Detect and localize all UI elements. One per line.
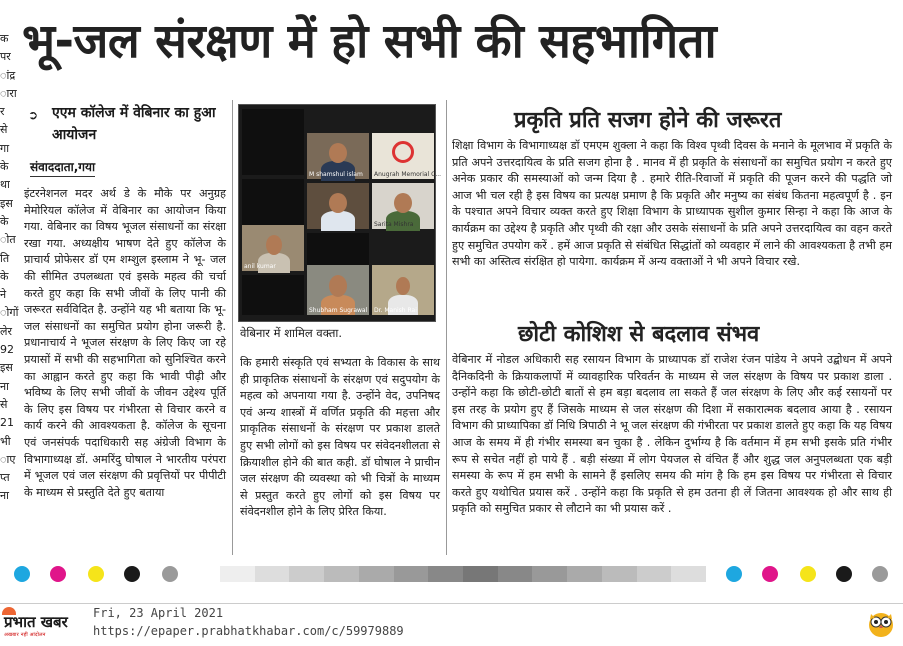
clipped-text-fragment: पर — [0, 50, 11, 64]
clipped-text-fragment: ोत — [0, 233, 16, 247]
greyscale-segment — [359, 566, 394, 582]
photo-tile — [372, 183, 434, 229]
photo-tile-empty — [242, 275, 304, 315]
arrow-bullet-icon: ➲ — [28, 108, 39, 122]
clipped-text-fragment: इस — [0, 361, 13, 375]
clipped-text-fragment: इस — [0, 196, 13, 210]
greyscale-segment — [498, 566, 533, 582]
clipped-text-fragment: क — [0, 32, 9, 45]
clipped-text-fragment: के — [0, 214, 9, 228]
magenta-registration-dot — [762, 566, 778, 582]
owl-mascot-icon — [866, 608, 896, 638]
cyan-registration-dot — [726, 566, 742, 582]
participant-name: Anugrah Memorial C... — [374, 171, 442, 178]
photo-tile — [372, 265, 434, 315]
clipped-text-fragment: लेर — [0, 324, 12, 338]
grey-registration-dot — [872, 566, 888, 582]
clipped-text-fragment: 92 — [0, 343, 14, 357]
greyscale-segment — [463, 566, 498, 582]
photo-tile-empty — [242, 179, 304, 229]
greyscale-segment — [567, 566, 602, 582]
greyscale-segment — [289, 566, 324, 582]
photo-tile-empty — [242, 109, 304, 175]
participant-name: Shubham Sugrawal — [309, 307, 368, 314]
column-divider — [232, 100, 233, 555]
column-divider — [446, 100, 447, 555]
greyscale-segment — [532, 566, 567, 582]
article-column-3b: वेबिनार में नोडल अधिकारी सह रसायन विभाग के प्राध्यापक डॉ राजेश रंजन पांडेय ने अपने उद्बोधन में अपने दैनिकदिनी के क्रियाकलापों में व्यावहारिक परिवर्तन के माध्यम से जल संरक्षण के विषय पर प्रकाश डाला . उन्होंने कहा कि छोटी-छोटी बातों से हम बड़ा बदलाव ला सकते हैं जल संरक्षण के लिए और कई रसायनों पर इस तरह के प्रयोग हुए हैं जिसके माध्यम से जल संरक्षण की दिशा में सकारात्मक बदलाव आया है . रसायन विभाग की प्राध्यापिका डॉ निधि त्रिपाठी ने भू जल संरक्षण की गंभीरता पर प्रकाश डालते हुए कहा कि यह विषय आज के समय में ही गंभीर समस्या बन चुका है . लेकिन दुर्भाग्य है कि वर्तमान में हम सभी इसके प्रति गंभीर रूप से सचेत नहीं हो पाये हैं . बड़ी संख्या में लोग पेयजल से वंचित हैं और शुद्ध जल अनुपलब्धता एक बड़ी समस्या के रूप में हम सभी के सामने हैं इसलिए समय की मांग है कि हम इस विषय पर गंभीरता से विचार करते हुए यथोचित प्रयास करें . उन्होंने कहा कि प्रकृति से हम उतना ही लें जितना आवश्यक हो और साथ ही प्रकृति को समुचित प्रकार से लौटाने का भी प्रयास करें . — [452, 353, 892, 516]
clipped-text-fragment: 21 — [0, 416, 14, 430]
black-registration-dot — [836, 566, 852, 582]
yellow-registration-dot — [88, 566, 104, 582]
article-column-1: इंटरनेशनल मदर अर्थ डे के मौके पर अनुग्रह मेमोरियल कॉलेज में वेबिनार का आयोजन किया गया. वेबिनार का विषय भूजल संसाधनों का संरक्षा रखा गया. अध्यक्षीय भाषण देते हुए कॉलेज के प्राचार्य प्रोफेसर डॉ एम शम्शुल इस्लाम ने भू- जल की सीमित उपलब्धता एवं इसके महत्व की चर्चा करते हुए कहा कि सभी जीवों के लिए पानी की जरूरत सर्वविदित है. उन्होंने यह भी बताया कि भू-जल संसाधनों का समुचित प्रयोग होना जरूरी है. प्रधानाचार्य ने भूजल संरक्षण के लिए किए जा रहे प्रयासों में सभी की सहभागिता को सुनिश्चित करने का आह्वान करते हुए कहा कि भावी पीढ़ी और भविष्य के लिए सभी जीवों के जीवन उद्देश्य पूर्ति के लिए इस विषय पर गंभीरता से विचार करने व कार्य करने की आवश्यकता है. कॉलेज के सूचना एवं जनसंपर्क पदाधिकारी सह अंग्रेजी विभाग के विभागाध्यक्ष डॉ. अमरिंदु घोषाल ने भारतीय परंपरा में भूजल एवं जल संरक्षण की प्रवृत्तियों पर पीपीटी के माध्यम से प्रस्तुति देते हुए बताया — [24, 187, 226, 499]
black-registration-dot — [124, 566, 140, 582]
clipped-text-fragment: ना — [0, 489, 9, 503]
clipped-text-fragment: से — [0, 123, 8, 137]
footer-divider — [0, 603, 903, 604]
clipped-text-fragment: ति — [0, 251, 10, 265]
yellow-registration-dot — [800, 566, 816, 582]
clipped-text-fragment: ना — [0, 379, 9, 393]
logo-text: प्रभात खबर — [4, 613, 68, 631]
greyscale-segment — [671, 566, 706, 582]
clipped-text-fragment: था — [0, 178, 10, 192]
logo-tagline: अखबार नहीं आंदोलन — [4, 632, 46, 638]
clipped-text-fragment: प्त — [0, 471, 10, 485]
clipped-text-fragment: ांद्र — [0, 68, 16, 82]
greyscale-segment — [602, 566, 637, 582]
publication-logo[interactable] — [4, 612, 68, 638]
edition-date: Fri, 23 April 2021 — [93, 606, 224, 620]
greyscale-segment — [637, 566, 672, 582]
photo-tile — [372, 133, 442, 179]
clipped-text-fragment: से — [0, 397, 8, 411]
bullet-heading-text: एएम कॉलेज में वेबिनार का हुआ आयोजन — [52, 105, 216, 143]
clipped-text-fragment: भी — [0, 434, 11, 448]
adjacent-column-fragment — [0, 30, 19, 585]
grey-registration-dot — [162, 566, 178, 582]
photo-tile — [307, 183, 369, 229]
participant-name: Dr. Manish Rai — [374, 307, 417, 314]
webinar-photo — [238, 104, 442, 322]
photo-tile — [307, 265, 369, 315]
clipped-text-fragment: ोगों — [0, 306, 19, 320]
clipped-text-fragment: ने — [0, 288, 7, 302]
greyscale-segment — [428, 566, 463, 582]
byline: संवाददाता,गया — [30, 158, 95, 177]
article-column-3a: शिक्षा विभाग के विभागाध्यक्ष डॉ एमएम शुक्ला ने कहा कि विश्व पृथ्वी दिवस के मनाने के मूलभाव में प्रकृति के प्रति अपने उत्तरदायित्व के प्रति सजग होना है . मानव में ही प्रकृति के संसाधनों का समुचित प्रयोग न करते हुए अनेक प्रकार की समस्याओं को जन्म दिया है . हमारे रीति-रिवाजों में प्रकृति की पूजन करने की पद्धति जो आज भी चल रही है इस विषय का प्रत्यक्ष प्रमाण है कि प्रकृति और मनुष्य का संबंध कितना महत्वपूर्ण है . इन के पश्चात अपने विचार व्यक्त करते हुए शिक्षा विभाग के प्राध्यापक सुशील कुमार सिन्हा ने कहा कि आज के कार्यक्रम का उद्देश्य है प्रकृति और पृथ्वी की रक्षा और उसके संसाधनों के प्रति अपने उत्तरदायित्व का वहन करते हुए समुचित उपयोग करें . हमें आज प्रकृति से संबंधित सिद्धांतों को व्यवहार में लाने की आवश्यकता है तभी हम सभी का अस्तित्व संरक्षित हो पायेगा. कार्यक्रम में अन्य वक्ताओं ने भी अपने विचार रखे. — [452, 139, 892, 269]
magenta-registration-dot — [50, 566, 66, 582]
clipped-text-fragment: के — [0, 269, 9, 283]
participant-name: Sarita Mishra — [374, 221, 414, 228]
photo-caption: वेबिनार में शामिल वक्ता. — [240, 326, 343, 340]
subheading-2: छोटी कोशिश से बदलाव संभव — [518, 322, 760, 347]
cyan-registration-dot — [14, 566, 30, 582]
greyscale-segment — [255, 566, 290, 582]
clipped-text-fragment: ारा — [0, 86, 17, 100]
photo-tile — [242, 225, 304, 271]
headline: भू-जल संरक्षण में हो सभी की सहभागिता — [22, 14, 717, 69]
edition-url[interactable]: https://epaper.prabhatkhabar.com/c/59979889 — [93, 624, 404, 638]
participant-name: M shamshul islam — [309, 171, 363, 178]
greyscale-segment — [394, 566, 429, 582]
greyscale-segment — [220, 566, 255, 582]
clipped-text-fragment: गा — [0, 141, 10, 155]
article-column-2: कि हमारी संस्कृति एवं सभ्यता के विकास के साथ ही प्राकृतिक संसाधनों के संरक्षण एवं सदुपयोग के महत्व को अपनाया गया है. उन्होंने वेद, उपनिषद एवं अन्य शास्त्रों में वर्णित प्रकृति की महत्ता और प्राकृतिक संसाधनों के संरक्षण पर प्रकाश डालते हुए सभी लोगों को इस विषय पर संवेदनशीलता से क्रियाशील होने की बात कही. डॉ घोषाल ने प्राचीन जल संरक्षण की व्यवस्था को भी चित्रों के माध्यम से प्रस्तुत करते हुए लोगों को इस विषय पर संवेदनशील होने के लिए प्रेरित किया. — [240, 356, 440, 519]
participant-name: anil kumar — [244, 263, 276, 270]
clipped-text-fragment: ाए — [0, 452, 16, 466]
clipped-text-fragment: के — [0, 160, 9, 174]
bullet-heading — [30, 102, 230, 146]
greyscale-segment — [324, 566, 359, 582]
clipped-text-fragment: र — [0, 105, 5, 119]
subheading-1: प्रकृति प्रति सजग होने की जरूरत — [514, 108, 782, 133]
photo-tile — [307, 133, 369, 179]
